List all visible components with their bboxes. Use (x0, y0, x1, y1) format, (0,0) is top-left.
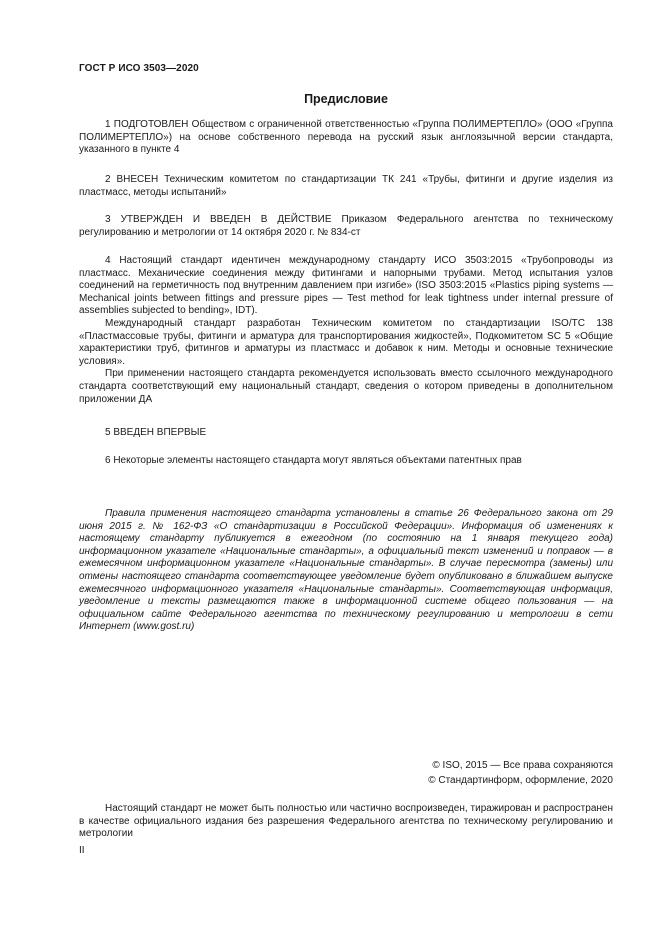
page-title: Предисловие (304, 92, 388, 106)
paragraph-5-text: 5 ВВЕДЕН ВПЕРВЫЕ (105, 427, 207, 438)
paragraph-2 (79, 174, 613, 199)
reproduction-notice-text: Настоящий стандарт не может быть полностью или частично воспроизведен, тиражирован и распространен в качестве официального издания без разрешения Федерального агентства по техническому регулированию и метрологии (79, 803, 613, 840)
paragraph-6-text: 6 Некоторые элементы настоящего стандарта могут являться объектами патентных прав (105, 455, 522, 466)
paragraph-4a-text: 4 Настоящий стандарт идентичен международному стандарту ИСО 3503:2015 «Трубопроводы из пластмасс. Механические соединения между фитингами и напорными трубами. Метод испытания узлов соединений на герметичность под внутренним давлением при изгибе» (ISO 3503:2015 «Plastics piping systems — Mechanical joints between fittings and pressure pipes — Test method for leak tightness under internal pressure of assemblies subjected to bending», IDT). (79, 255, 613, 317)
paragraph-3 (79, 214, 613, 239)
usage-rules-notice (79, 508, 613, 634)
reproduction-notice (79, 803, 613, 841)
usage-rules-notice-text: Правила применения настоящего стандарта установлены в статье 26 Федерального закона от 29 июня 2015 г. № 162-ФЗ «О стандартизации в Российской Федерации». Информация об изменениях к настоящему стандарту публикуется в ежегодном (по состоянию на 1 января текущего года) информационном указателе «Национальные стандарты», а официальный текст изменений и поправок — в ежемесячном информационном указателе «Национальные стандарты». В случае пересмотра (замены) или отмены настоящего стандарта соответствующее уведомление будет опубликовано в ближайшем выпуске ежемесячного информационного указателя «Национальные стандарты». Соответствующая информация, уведомление и тексты размещаются также в информационной системе общего пользования — на официальном сайте Федерального агентства по техническому регулированию и метрологии в сети Интернет (www.gost.ru) (79, 508, 613, 633)
paragraph-5 (79, 427, 613, 440)
copyright-iso: © ISO, 2015 — Все права сохраняются (432, 760, 613, 771)
page-number: II (79, 845, 85, 856)
paragraph-1 (79, 119, 613, 157)
paragraph-3-text: 3 УТВЕРЖДЕН И ВВЕДЕН В ДЕЙСТВИЕ Приказом Федерального агентства по техническому регулированию и метрологии от 14 октября 2020 г. № 834-ст (79, 214, 613, 238)
document-code-header: ГОСТ Р ИСО 3503—2020 (79, 63, 199, 74)
paragraph-4c-text: При применении настоящего стандарта рекомендуется использовать вместо ссылочного международного стандарта соответствующий ему национальный стандарт, сведения о котором приведены в дополнительном приложении ДА (79, 368, 613, 405)
paragraph-4 (79, 255, 613, 406)
paragraph-2-text: 2 ВНЕСЕН Техническим комитетом по стандартизации ТК 241 «Трубы, фитинги и другие изделия из пластмасс, методы испытаний» (79, 174, 613, 198)
paragraph-4b-text: Международный стандарт разработан Техническим комитетом по стандартизации ISO/TC 138 «Пластмассовые трубы, фитинги и арматура для транспортирования жидкостей», Подкомитетом SC 5 «Общие характеристики труб, фитингов и арматуры из пластмасс и добавок к ним. Методы и основные технические условия». (79, 317, 613, 367)
paragraph-6 (79, 455, 613, 468)
copyright-block (79, 759, 613, 788)
paragraph-1-text: 1 ПОДГОТОВЛЕН Обществом с ограниченной ответственностью «Группа ПОЛИМЕРТЕПЛО» (ООО «Группа ПОЛИМЕРТЕПЛО») на основе собственного перевода на русский язык англоязычной версии стандарта, указанного в пункте 4 (79, 119, 613, 156)
copyright-standartinform: © Стандартинформ, оформление, 2020 (428, 774, 613, 786)
